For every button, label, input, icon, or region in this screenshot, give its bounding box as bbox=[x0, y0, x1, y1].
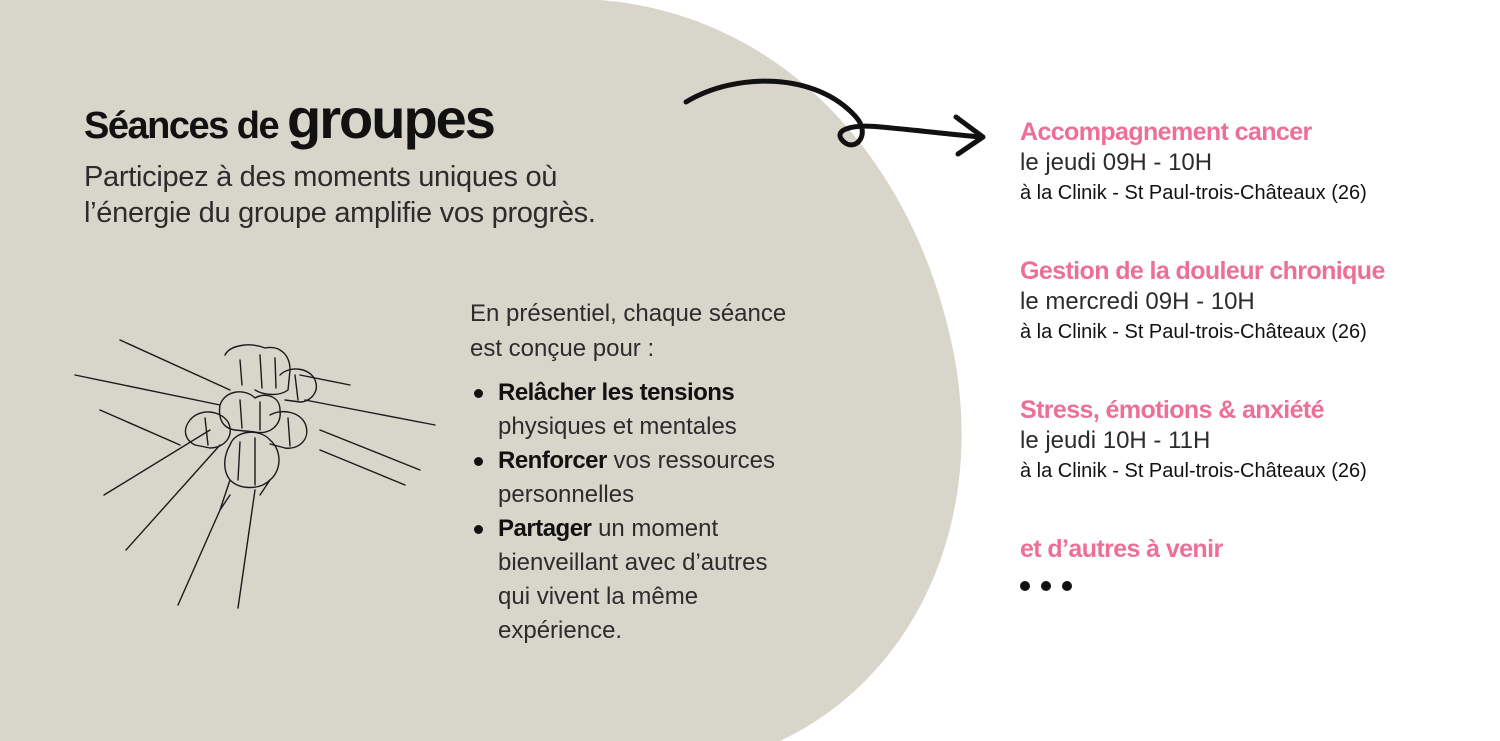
session-schedule: le mercredi 09H - 10H bbox=[1020, 288, 1255, 315]
benefit-text-line: expérience. bbox=[498, 617, 623, 644]
benefit-item bbox=[472, 512, 828, 648]
benefit-text: vos ressources bbox=[613, 447, 775, 474]
session-title: Accompagnement cancer bbox=[1020, 118, 1312, 146]
session-title: Stress, émotions & anxiété bbox=[1020, 396, 1324, 424]
benefit-text-line: personnelles bbox=[498, 481, 635, 508]
page-title-lead: Séances de bbox=[84, 105, 279, 147]
session-schedule: le jeudi 10H - 11H bbox=[1020, 427, 1211, 454]
page-title-emphasis: groupes bbox=[287, 87, 494, 150]
intro-line-1: En présentiel, chaque séance bbox=[470, 300, 787, 327]
ellipsis-icon bbox=[1020, 581, 1072, 591]
bullet-dot bbox=[474, 525, 483, 534]
benefit-text-line: bienveillant avec d’autres bbox=[498, 549, 768, 576]
ellipsis-dot bbox=[1041, 581, 1051, 591]
benefit-text: un moment bbox=[598, 515, 719, 542]
session-card bbox=[1020, 395, 1367, 485]
bullet-dot bbox=[474, 457, 483, 466]
hands-fist-bump-icon bbox=[70, 330, 450, 620]
subtitle-line-2: l’énergie du groupe amplifie vos progrès. bbox=[84, 197, 596, 229]
session-card bbox=[1020, 256, 1385, 346]
benefit-emphasis: Relâcher les tensions bbox=[498, 379, 735, 406]
intro-line-2: est conçue pour : bbox=[470, 335, 655, 362]
benefit-item bbox=[472, 444, 828, 512]
more-coming-label: et d’autres à venir bbox=[1020, 535, 1223, 563]
session-location: à la Clinik - St Paul-trois-Châteaux (26) bbox=[1020, 182, 1367, 204]
subtitle-line-1: Participez à des moments uniques où bbox=[84, 161, 558, 193]
ellipsis-dot bbox=[1062, 581, 1072, 591]
benefit-text-line: qui vivent la même bbox=[498, 583, 699, 610]
bullet-dot bbox=[474, 389, 483, 398]
benefit-emphasis: Renforcer bbox=[498, 447, 607, 474]
session-title: Gestion de la douleur chronique bbox=[1020, 257, 1385, 285]
benefit-item bbox=[472, 376, 828, 444]
ellipsis-dot bbox=[1020, 581, 1030, 591]
session-schedule: le jeudi 09H - 10H bbox=[1020, 149, 1213, 176]
page-title bbox=[84, 86, 494, 151]
benefit-emphasis: Partager bbox=[498, 515, 592, 542]
curved-arrow-right-icon bbox=[676, 72, 996, 162]
session-location: à la Clinik - St Paul-trois-Châteaux (26) bbox=[1020, 321, 1367, 343]
benefits-list bbox=[472, 376, 828, 648]
session-location: à la Clinik - St Paul-trois-Châteaux (26) bbox=[1020, 460, 1367, 482]
session-card bbox=[1020, 117, 1367, 207]
benefit-text-line: physiques et mentales bbox=[498, 413, 737, 440]
